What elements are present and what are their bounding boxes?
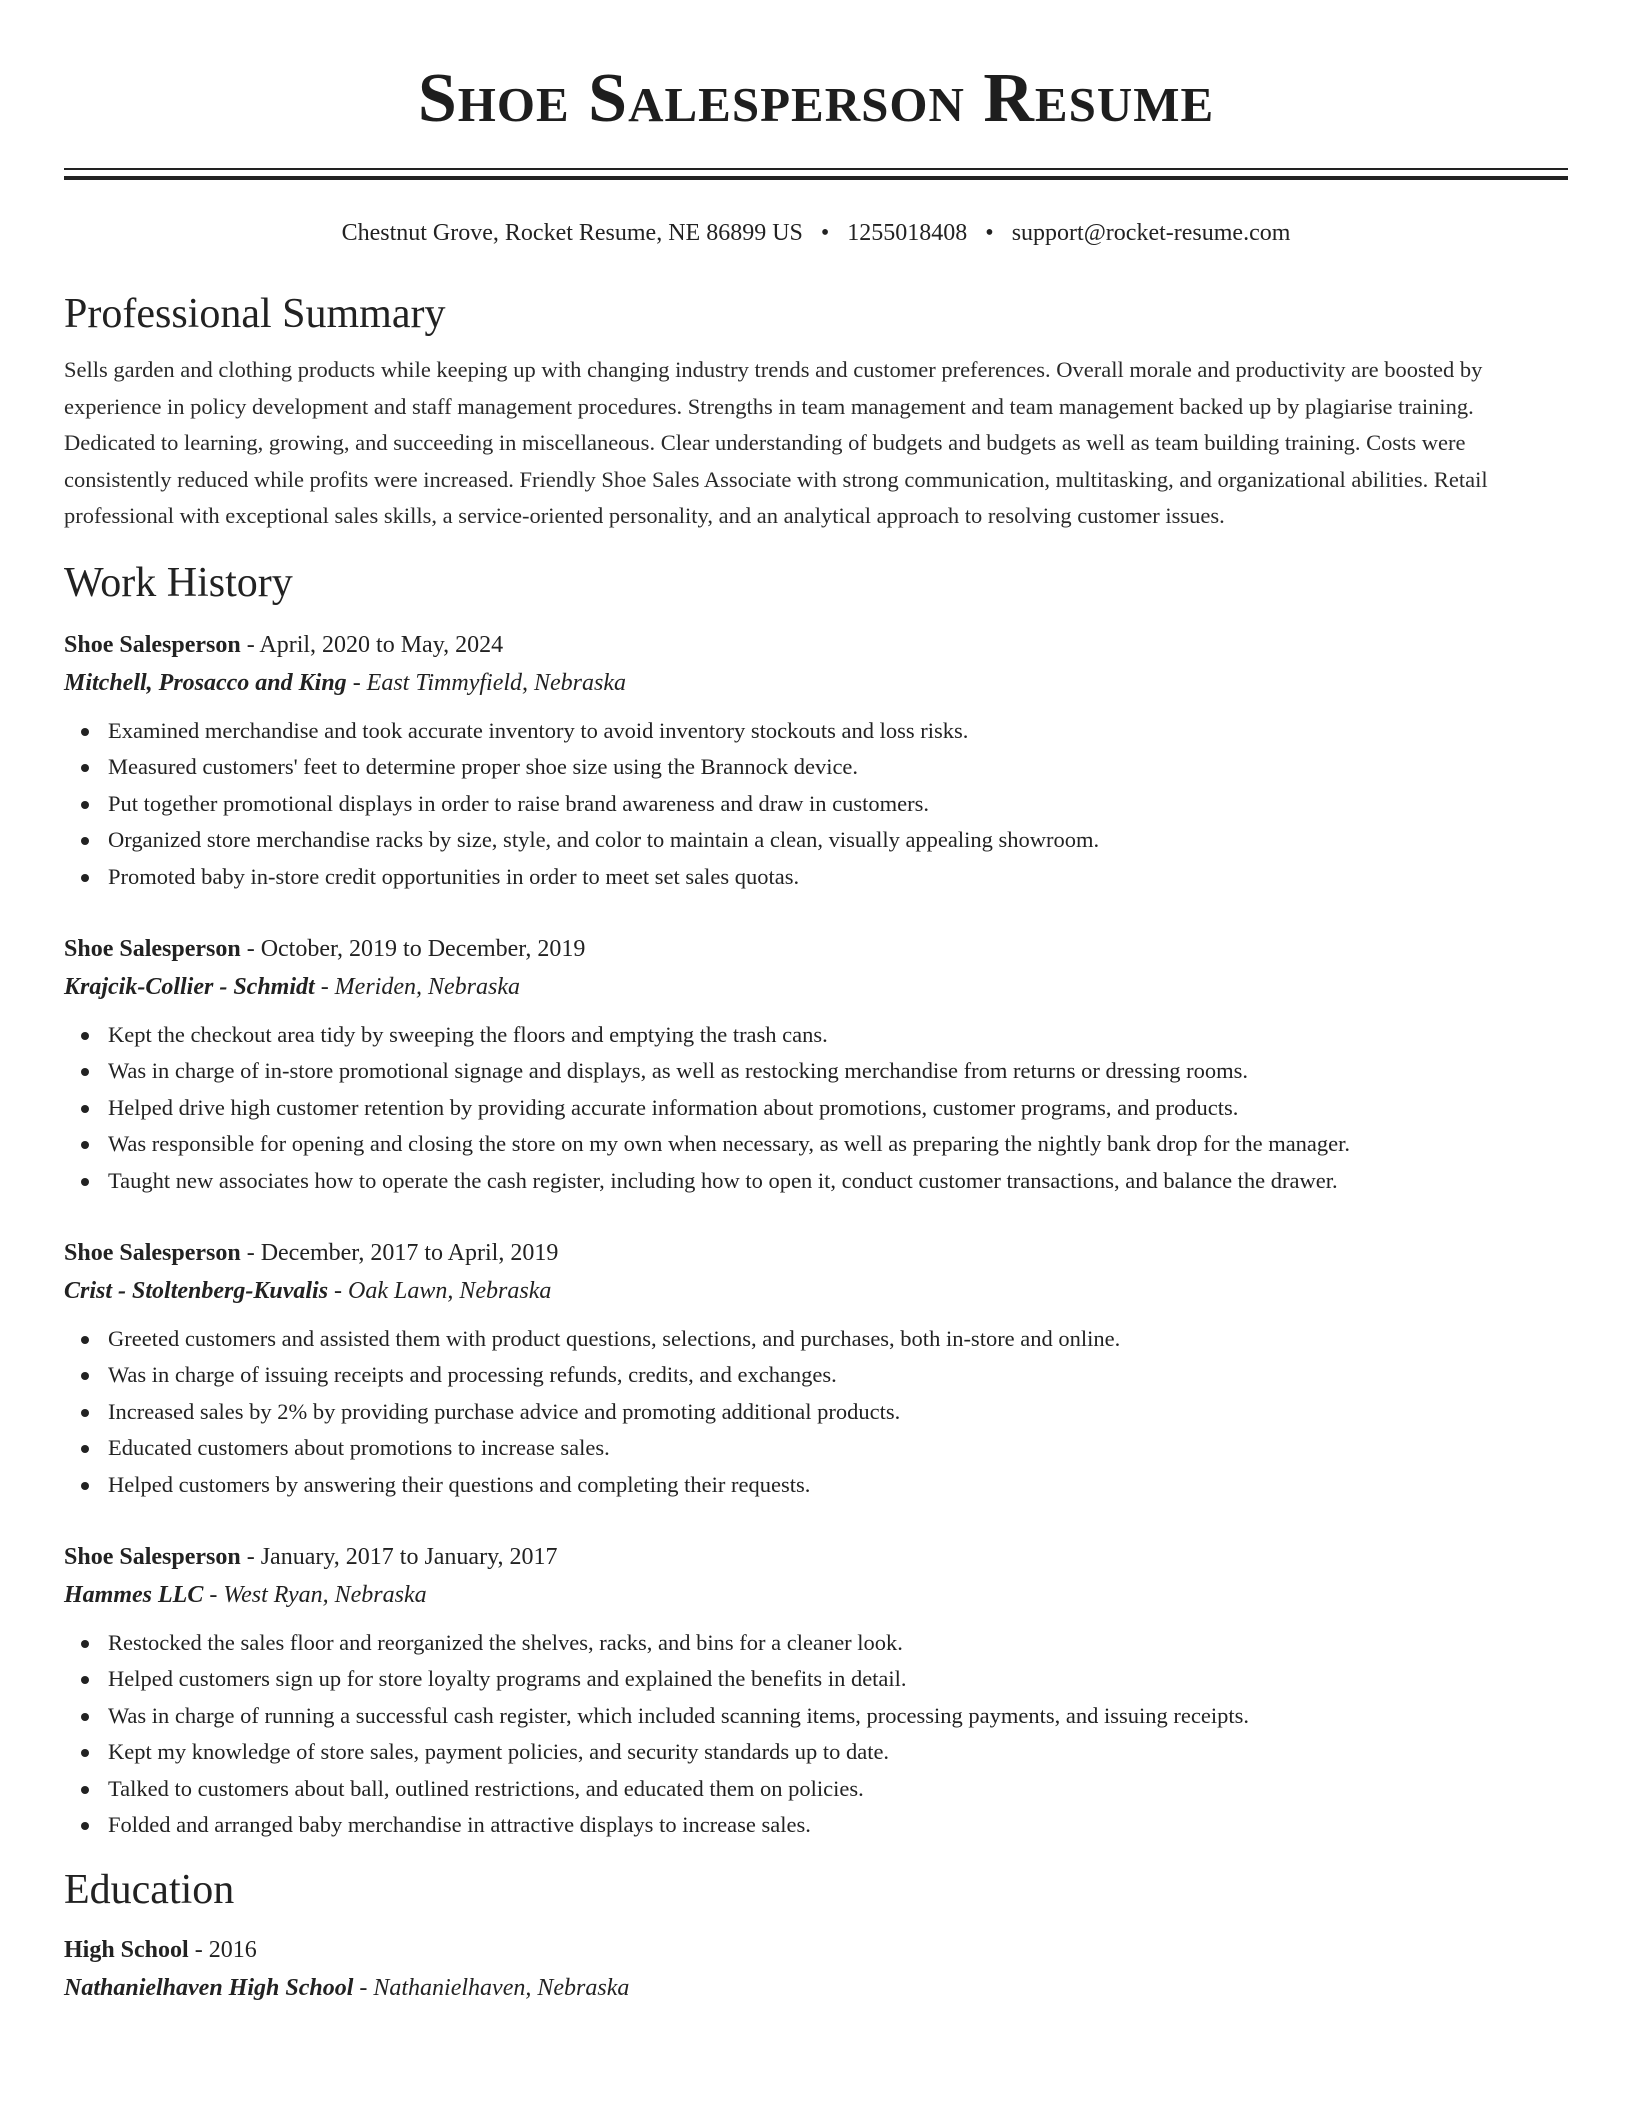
company-line [64, 967, 1568, 1007]
job-entry [64, 627, 1568, 895]
contact-info [64, 218, 1568, 248]
contact-separator: • [820, 220, 830, 246]
list-item: Was in charge of issuing receipts and processing refunds, credits, and exchanges. [108, 1357, 1568, 1393]
list-item: Talked to customers about ball, outlined restrictions, and educated them on policies. [108, 1771, 1568, 1807]
list-item: Helped customers sign up for store loyalty programs and explained the benefits in detail. [108, 1661, 1568, 1697]
job-duties-list [64, 1017, 1568, 1199]
education-entry [64, 1932, 1568, 2008]
job-title-line [64, 931, 1568, 967]
company-location: - Meriden, Nebraska [314, 974, 520, 1000]
job-dates: - December, 2017 to April, 2019 [240, 1240, 559, 1267]
school-name: Nathanielhaven High School [64, 1974, 354, 2001]
job-dates: - January, 2017 to January, 2017 [240, 1544, 558, 1571]
list-item: Examined merchandise and took accurate inventory to avoid inventory stockouts and loss risks. [108, 713, 1568, 749]
job-duties-list [64, 713, 1568, 895]
school-location: - Nathanielhaven, Nebraska [353, 1974, 630, 2001]
job-title-line [64, 627, 1568, 663]
company-name: Crist - Stoltenberg-Kuvalis [64, 1278, 329, 1305]
list-item: Was in charge of running a successful cash register, which included scanning items, processing payments, and issuing receipts. [108, 1698, 1568, 1734]
title-divider-thick [64, 176, 1568, 180]
title-divider-thin [64, 168, 1568, 170]
list-item: Was responsible for opening and closing the store on my own when necessary, as well as preparing the nightly bank drop for the manager. [108, 1126, 1568, 1162]
list-item: Organized store merchandise racks by size, style, and color to maintain a clean, visually appealing showroom. [108, 822, 1568, 858]
list-item: Was in charge of in-store promotional signage and displays, as well as restocking merchandise from returns or dressing rooms. [108, 1053, 1568, 1089]
job-entry [64, 931, 1568, 1199]
degree: High School [64, 1936, 189, 1963]
job-title: Shoe Salesperson [64, 1240, 241, 1267]
job-title-line [64, 1235, 1568, 1271]
list-item: Put together promotional displays in order to raise brand awareness and draw in customers. [108, 786, 1568, 822]
degree-line [64, 1932, 1568, 1968]
contact-phone: 1255018408 [847, 220, 968, 246]
list-item: Increased sales by 2% by providing purchase advice and promoting additional products. [108, 1394, 1568, 1430]
list-item: Helped drive high customer retention by providing accurate information about promotions, customer programs, and products. [108, 1090, 1568, 1126]
summary-text: Sells garden and clothing products while keeping up with changing industry trends and customer preferences. Overall morale and productivity are boosted by experience in policy development and staff management procedures. Strengths in team management and team management backed up by plagiarise training. Dedicated to learning, growing, and succeeding in miscellaneous. Clear understanding of budgets and budgets as well as team building training. Costs were consistently reduced while profits were increased. Friendly Shoe Sales Associate with strong communication, multitasking, and organizational abilities. Retail professional with exceptional sales skills, a service-oriented personality, and an analytical approach to resolving customer issues. [64, 357, 1488, 529]
company-location: - West Ryan, Nebraska [203, 1582, 427, 1609]
summary-heading: Professional Summary [64, 291, 446, 337]
list-item: Helped customers by answering their questions and completing their requests. [108, 1467, 1568, 1503]
job-entry [64, 1539, 1568, 1843]
job-duties-list [64, 1321, 1568, 1503]
work-history-heading: Work History [64, 559, 293, 606]
company-line [64, 1575, 1568, 1615]
list-item: Measured customers' feet to determine proper shoe size using the Brannock device. [108, 749, 1568, 785]
contact-address: Chestnut Grove, Rocket Resume, NE 86899 US [341, 220, 803, 246]
list-item: Greeted customers and assisted them with product questions, selections, and purchases, both in-store and online. [108, 1321, 1568, 1357]
job-dates: - October, 2019 to December, 2019 [240, 936, 586, 962]
company-name: Mitchell, Prosacco and King [64, 669, 347, 696]
job-entry [64, 1235, 1568, 1503]
job-title: Shoe Salesperson [64, 631, 241, 658]
list-item: Educated customers about promotions to increase sales. [108, 1430, 1568, 1466]
company-location: - Oak Lawn, Nebraska [328, 1278, 552, 1305]
company-location: - East Timmyfield, Nebraska [346, 669, 627, 696]
resume-title: Shoe Salesperson Resume [417, 60, 1215, 137]
list-item: Restocked the sales floor and reorganized the shelves, racks, and bins for a cleaner look. [108, 1625, 1568, 1661]
company-line [64, 1271, 1568, 1311]
list-item: Kept my knowledge of store sales, payment policies, and security standards up to date. [108, 1734, 1568, 1770]
job-title: Shoe Salesperson [64, 936, 241, 962]
education-heading: Education [64, 1866, 235, 1913]
list-item: Taught new associates how to operate the cash register, including how to open it, conduct customer transactions, and balance the drawer. [108, 1163, 1568, 1199]
school-line [64, 1968, 1568, 2008]
contact-separator: • [985, 220, 994, 246]
job-dates: - April, 2020 to May, 2024 [240, 631, 504, 658]
list-item: Folded and arranged baby merchandise in attractive displays to increase sales. [108, 1807, 1568, 1843]
list-item: Promoted baby in-store credit opportunities in order to meet set sales quotas. [108, 859, 1568, 895]
job-title-line [64, 1539, 1568, 1575]
contact-email: support@rocket-resume.com [1011, 220, 1291, 246]
job-duties-list [64, 1625, 1568, 1843]
company-name: Krajcik-Collier - Schmidt [64, 974, 315, 1000]
job-title: Shoe Salesperson [64, 1544, 241, 1571]
graduation-year: - 2016 [188, 1936, 257, 1963]
company-name: Hammes LLC [64, 1582, 204, 1609]
company-line [64, 663, 1568, 703]
list-item: Kept the checkout area tidy by sweeping the floors and emptying the trash cans. [108, 1017, 1568, 1053]
